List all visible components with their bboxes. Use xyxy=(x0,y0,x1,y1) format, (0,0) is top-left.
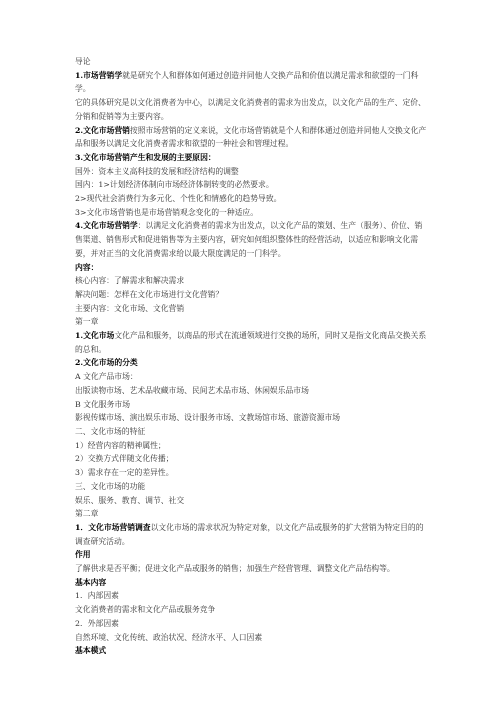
text-line: B 文化服务市场 xyxy=(75,399,130,409)
text-line: A 文化产品市场： xyxy=(75,372,138,382)
term-label: 1.文化市场 xyxy=(75,331,115,341)
definition-paragraph xyxy=(75,69,427,96)
text-line: 二、文化市场的特征 xyxy=(75,426,146,436)
text-line: 1．内部因素 xyxy=(75,591,119,601)
definition-paragraph xyxy=(75,521,427,548)
text-line: 自然环境、文化传统、政治状况、经济水平、人口因素 xyxy=(75,632,263,642)
text-line: 解决问题：怎样在文化市场进行文化营销？ xyxy=(75,289,224,299)
term-definition: 按照市场营销的定义来说，文化市场营销就是个人和群体通过创造并同他人交换文化产品和服务以满足文化消费者需求和欲望的一种社会和管理过程。 xyxy=(75,125,427,149)
text-line: 它的具体研究是以文化消费者为中心，以满足文化消费者的需求为出发点，以文化产品的生产、定价、分销和促销等为主要内容。 xyxy=(75,98,426,121)
text-line: 文化消费者的需求和文化产品或服务竞争 xyxy=(75,605,216,615)
text-line: 2．外部因素 xyxy=(75,618,119,628)
text-line: 影视传媒市场、演出娱乐市场、设计服务市场、文教场馆市场、旅游资源市场 xyxy=(75,413,341,423)
text-line: 1）经营内容的精神属性； xyxy=(75,440,166,450)
definition-paragraph xyxy=(75,124,427,151)
term-label: 4.文化市场营销学 xyxy=(75,221,138,231)
section-heading: 基本模式 xyxy=(75,646,107,656)
text-line: 2>现代社会消费行为多元化、个性化和情感化的趋势导致。 xyxy=(75,194,282,204)
text-line: 国内：1>计划经济体制向市场经济体制转变的必然要求。 xyxy=(75,180,274,190)
text-line: 国外：资本主义高科技的发展和经济结构的调整 xyxy=(75,166,239,176)
term-label: 1．文化市场营销调查 xyxy=(75,522,151,532)
text-line: 3）需求存在一定的差异性。 xyxy=(75,468,174,478)
term-definition: ：以满足文化消费者的需求为出发点，以文化产品的策划、生产（服务）、价位、销售渠道、销售形式和促进销售等为主要内容，研究如何组织整体性的经营活动，以适应和影响文化需要，并对正当的文化消费需求给以最大限度满足的一门科学。 xyxy=(75,221,423,258)
section-heading: 基本内容 xyxy=(75,577,107,587)
section-heading: 作用 xyxy=(75,550,91,560)
text-line: 出版读物市场、艺术品收藏市场、民间艺术品市场、休闲娱乐品市场 xyxy=(75,385,309,395)
section-heading: 内容： xyxy=(75,262,99,272)
text-line: 2）交换方式伴随文化传播； xyxy=(75,454,174,464)
term-definition: 以文化市场的需求状况为特定对象，以文化产品或服务的扩大营销为特定目的的调查研究活动。 xyxy=(75,522,424,546)
term-label: 2.文化市场营销 xyxy=(75,125,130,135)
text-line: 3>文化市场营销也是市场营销观念变化的一种适应。 xyxy=(75,207,259,217)
section-heading: 2.文化市场的分类 xyxy=(75,358,138,368)
document-body xyxy=(75,55,427,658)
definition-paragraph xyxy=(75,329,427,356)
text-line: 娱乐、服务、教育、调节、社交 xyxy=(75,495,185,505)
term-label: 1.市场营销学 xyxy=(75,70,123,80)
definition-paragraph xyxy=(75,219,427,260)
text-line: 了解供求是否平衡；促进文化产品或服务的销售；加强生产经营管理、调整文化产品结构等。 xyxy=(75,564,395,574)
text-line: 主要内容：文化市场、文化营销 xyxy=(75,303,185,313)
text-line: 导论 xyxy=(75,57,91,66)
section-heading: 3.文化市场营销产生和发展的主要原因： xyxy=(75,152,216,162)
term-definition: 文化产品和服务，以商品的形式在流通领域进行交换的场所，同时又是指文化商品交换关系的总和。 xyxy=(75,331,427,354)
text-line: 核心内容：了解需求和解决需求 xyxy=(75,276,185,286)
term-definition: 就是研究个人和群体如何通过创造并同他人交换产品和价值以满足需求和欲望的一门科学。 xyxy=(75,70,419,94)
text-line: 第一章 xyxy=(75,317,99,327)
text-line: 第二章 xyxy=(75,509,99,519)
text-line: 三、文化市场的功能 xyxy=(75,481,146,491)
